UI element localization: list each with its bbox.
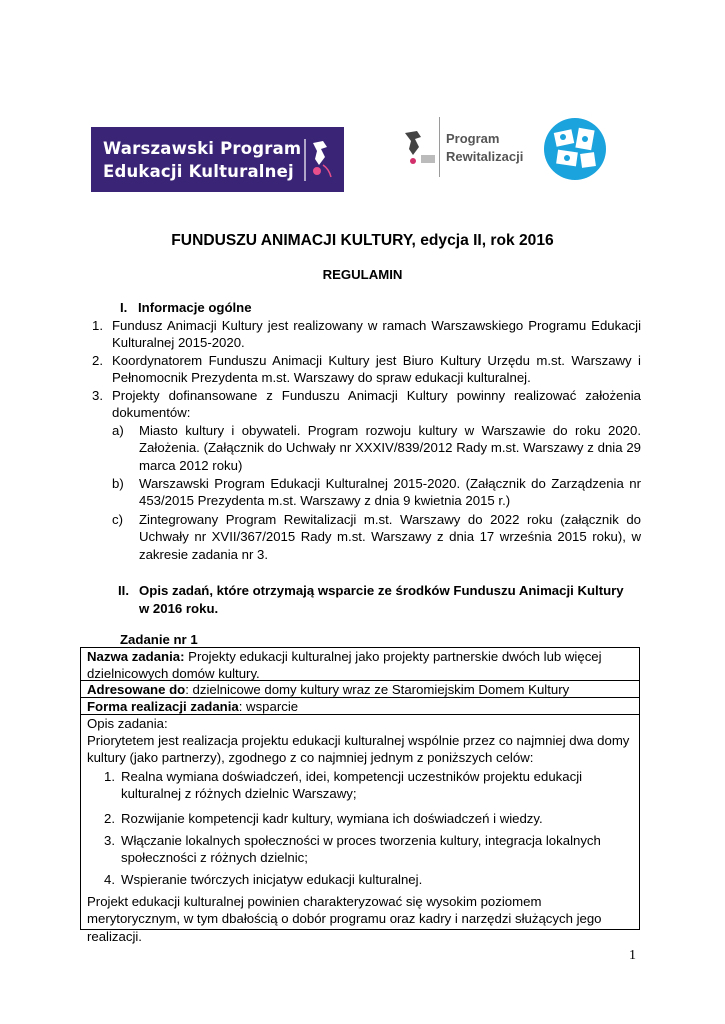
task-description-row [81, 715, 639, 944]
goal-item: Wspieranie twórczych inicjatyw edukacji kulturalnej. [121, 872, 423, 887]
task-form-row [81, 698, 639, 715]
task-addressed-value: : dzielnicowe domy kultury wraz ze Staromiejskim Domem Kultury [185, 682, 570, 697]
list-item: Projekty dofinansowane z Funduszu Animacji Kultury powinny realizować założenia dokumentów: [112, 388, 641, 421]
list-item-number: 1. [92, 318, 103, 333]
section2-heading-line1: Opis zadań, które otrzymają wsparcie ze środków Funduszu Animacji Kultury [139, 583, 624, 598]
goal-number: 4. [104, 872, 115, 887]
goal-item: Realna wymiana doświadczeń, idei, kompetencji uczestników projektu edukacji kulturalnej z różnych dzielnic Warszawy; [121, 769, 583, 802]
wpek-emblem-icon [303, 135, 335, 185]
wpek-logo-line1: Warszawski Program [103, 139, 302, 158]
section2-heading-line2: w 2016 roku. [139, 601, 219, 616]
task-name-value: Projekty edukacji kulturalnej jako projekty partnerskie dwóch lub więcej dzielnicowych domów kultury. [87, 649, 602, 682]
goal-item: Rozwijanie kompetencji kadr kultury, wymiana ich doświadczeń i wiedzy. [121, 811, 543, 826]
sublist-item-letter: c) [112, 512, 123, 527]
sublist-item-letter: b) [112, 476, 124, 491]
task-addressed-row [81, 681, 639, 698]
sublist-item: Warszawski Program Edukacji Kulturalnej 2015-2020. (Załącznik do Zarządzenia nr 453/2015 Prezydenta m.st. Warszawy z dnia 9 kwietnia 2015 r.) [139, 476, 641, 509]
goal-number: 3. [104, 833, 115, 848]
task-description-label: Opis zadania: [87, 716, 168, 731]
page-number: 1 [629, 948, 636, 963]
rewitalizacja-logo [401, 117, 611, 179]
section1-numeral: I. [120, 300, 128, 315]
goal-item: Włączanie lokalnych społeczności w proces tworzenia kultury, integracja lokalnych społeczności z różnych dzielnic; [121, 833, 601, 866]
sublist-item: Miasto kultury i obywateli. Program rozwoju kultury w Warszawie do roku 2020. Założenia. (Załącznik do Uchwały nr XXXIV/839/2012 Rady m.st. Warszawy z dnia 29 marca 2012 roku) [139, 423, 641, 473]
task-name-label: Nazwa zadania: [87, 649, 185, 664]
sublist-item-letter: a) [112, 423, 124, 438]
goal-number: 2. [104, 811, 115, 826]
goal-number: 1. [104, 769, 115, 784]
sublist-item: Zintegrowany Program Rewitalizacji m.st. Warszawy do 2022 roku (załącznik do Uchwały nr XVII/367/2015 Rady m.st. Warszawy z dnia 17 września 2015 roku), w zakresie zadania nr 3. [139, 512, 641, 562]
document-subtitle: REGULAMIN [322, 267, 403, 282]
task-form-value: : wsparcie [238, 699, 299, 714]
section2-numeral: II. [118, 583, 129, 598]
task-description-intro: Priorytetem jest realizacja projektu edukacji kulturalnej wspólnie przez co najmniej dwa domy kultury (jako partnerzy), zgodnego z co najmniej jednym z poniższych celów: [87, 733, 630, 766]
wpek-logo-line2: Edukacji Kulturalnej [103, 162, 294, 181]
task-table [80, 647, 640, 944]
task-label: Zadanie nr 1 [120, 632, 198, 647]
task-name-row [81, 648, 639, 681]
list-item: Koordynatorem Funduszu Animacji Kultury jest Biuro Kultury Urzędu m.st. Warszawy i Pełnomocnik Prezydenta m.st. Warszawy do spraw edukacji kulturalnej. [112, 353, 641, 386]
rewitalizacja-circle-icon [543, 117, 607, 181]
list-item-number: 2. [92, 353, 103, 368]
task-form-label: Forma realizacji zadania [87, 699, 239, 714]
wpek-logo [91, 127, 344, 192]
task-closing-text: Projekt edukacji kulturalnej powinien charakteryzować się wysokim poziomem merytorycznym, w tym dbałością o dobór programu oraz kadry i narzędzi służących jego realizacji. [87, 894, 602, 944]
document-title: FUNDUSZU ANIMACJI KULTURY, edycja II, rok 2016 [171, 232, 554, 249]
list-item-number: 3. [92, 388, 103, 403]
rewitalizacja-line2: Rewitalizacji [446, 149, 524, 164]
rewitalizacja-line1: Program [446, 131, 500, 146]
warszawa-emblem-icon [401, 127, 437, 173]
section1-heading: Informacje ogólne [138, 300, 252, 315]
logo-divider [439, 117, 440, 177]
list-item: Fundusz Animacji Kultury jest realizowany w ramach Warszawskiego Programu Edukacji Kulturalnej 2015-2020. [112, 318, 641, 351]
task-addressed-label: Adresowane do [87, 682, 186, 697]
